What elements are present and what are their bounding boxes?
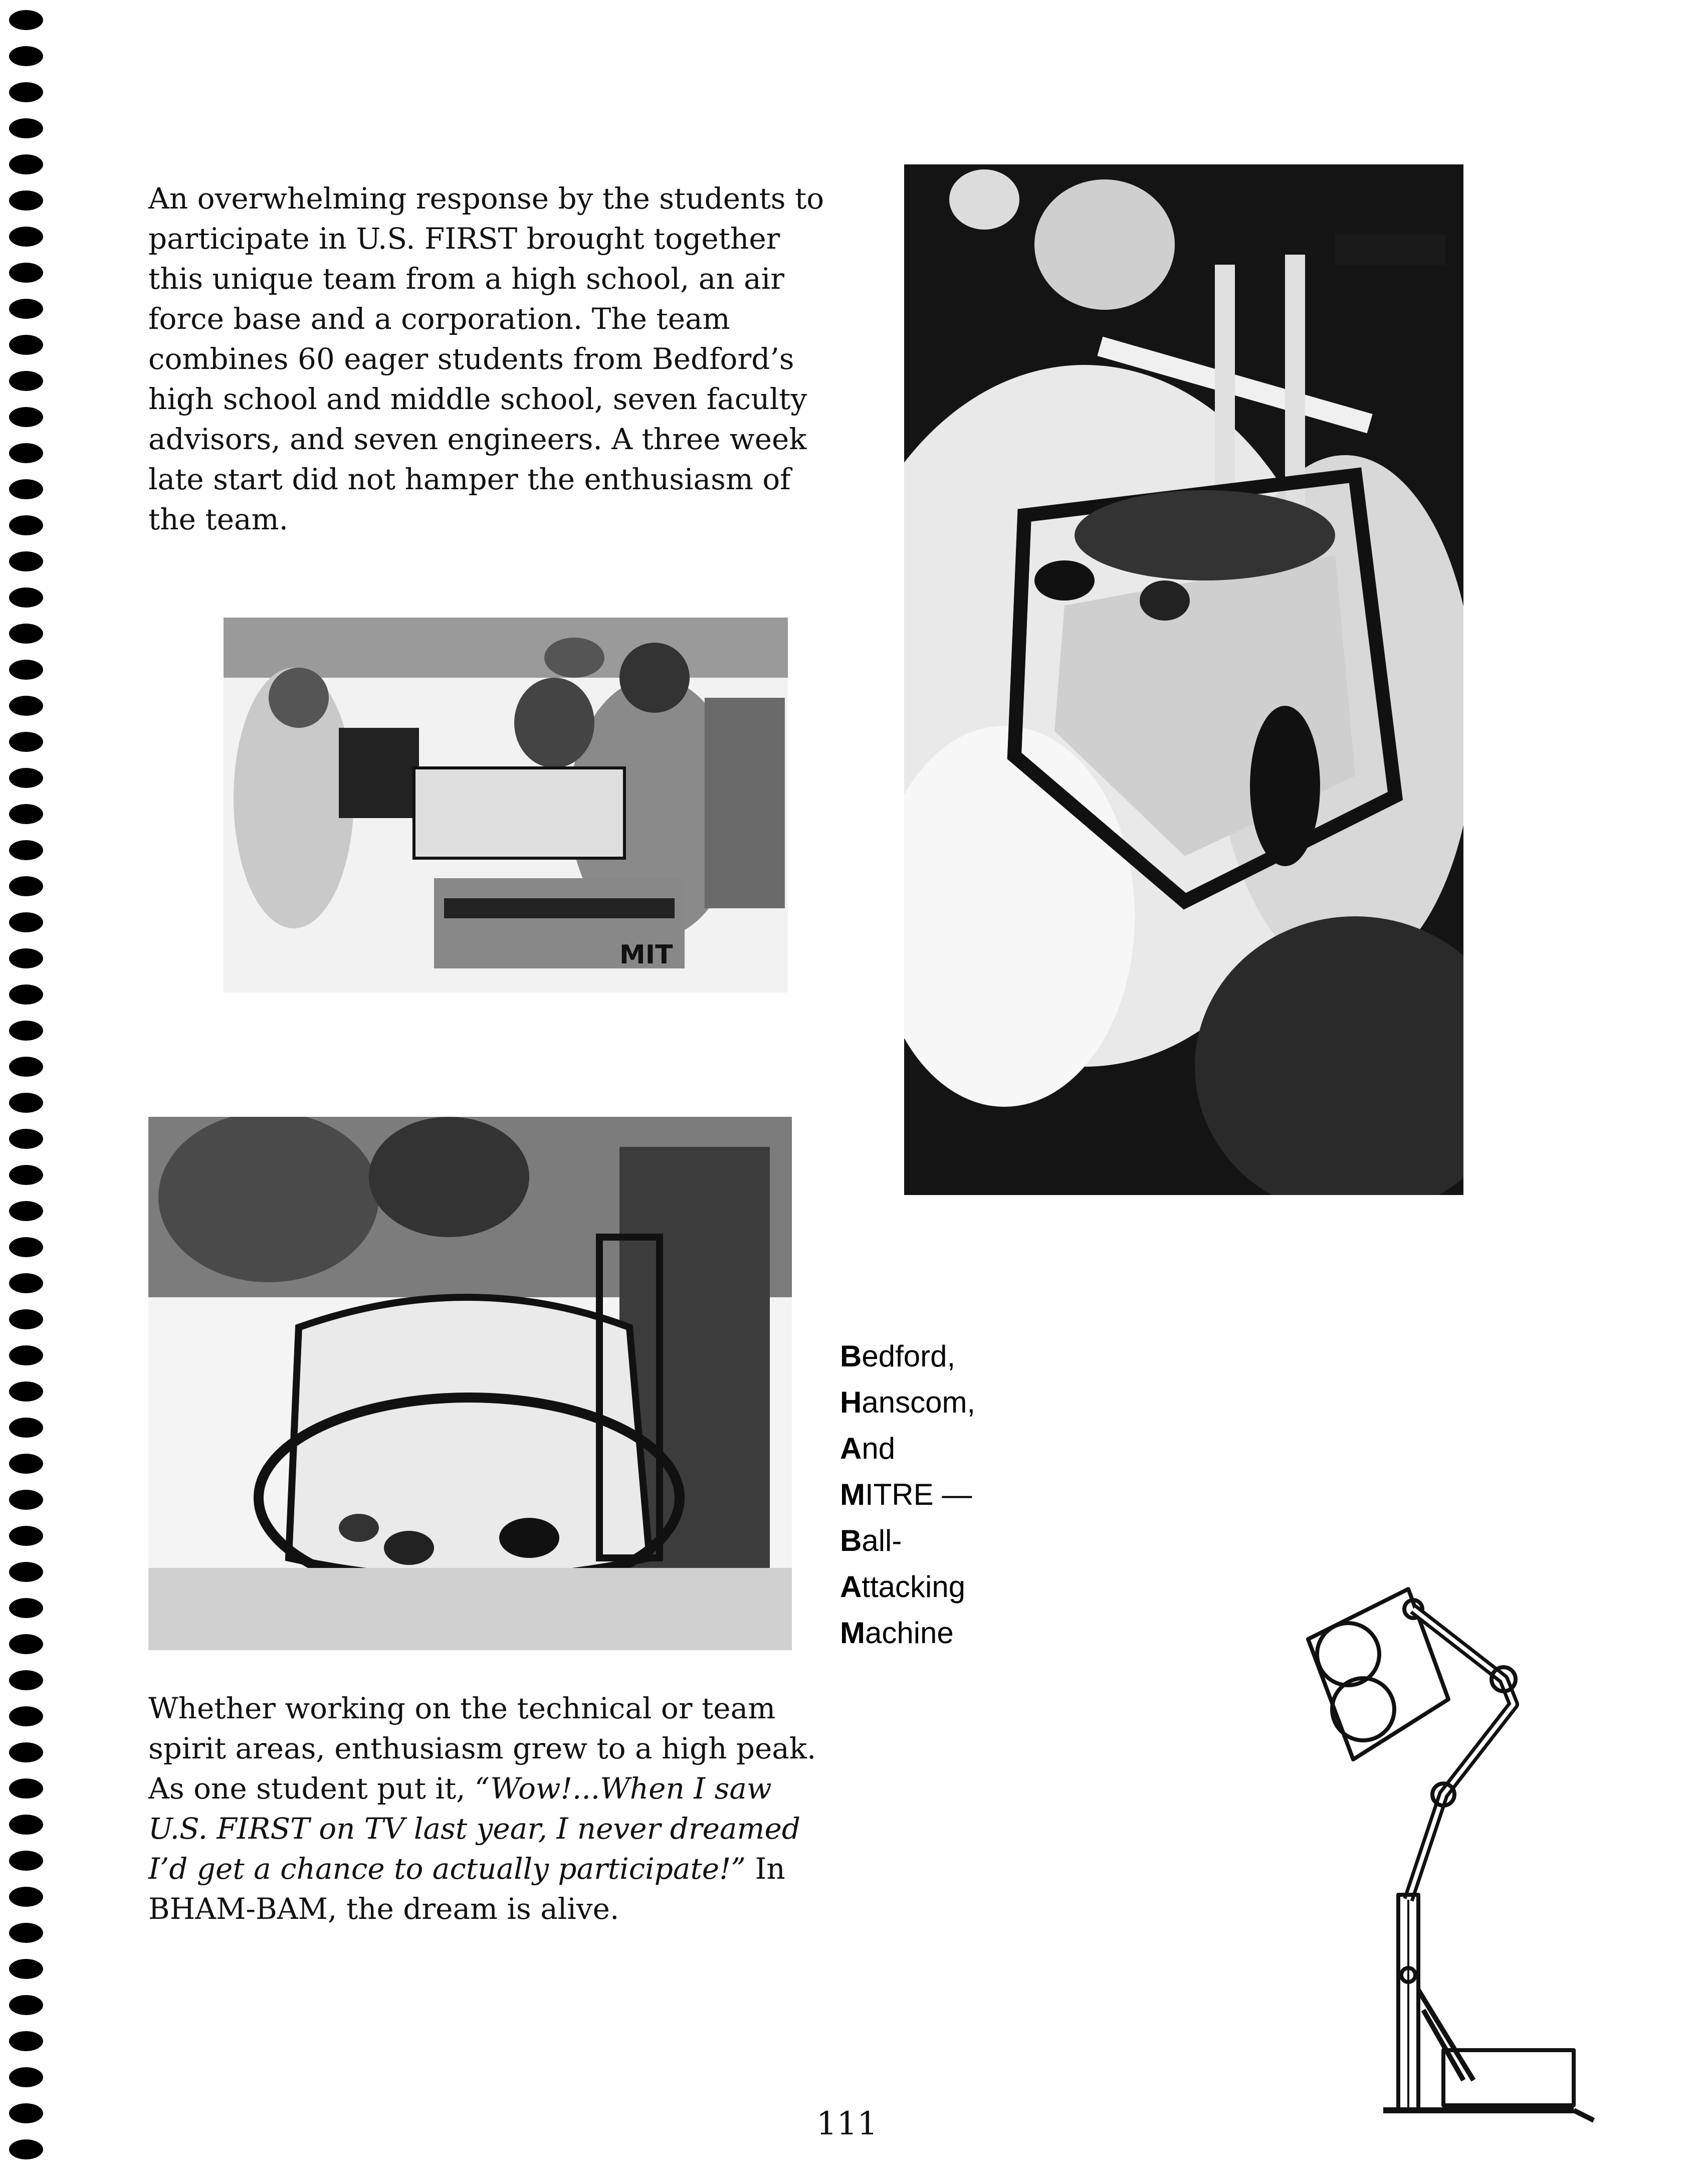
team-name-initial: M: [840, 1616, 865, 1650]
binding-hole: [9, 1345, 43, 1365]
binding-hole: [9, 1598, 43, 1618]
team-name-line: [840, 1333, 1050, 1379]
binding-hole: [9, 2067, 43, 2087]
binding-hole: [9, 479, 43, 499]
robot-label-text: MIT: [619, 940, 673, 970]
page-number: 111: [816, 2105, 878, 2142]
binding-hole: [9, 551, 43, 571]
binding-hole: [9, 1490, 43, 1510]
team-name-initial: M: [840, 1478, 865, 1511]
binding-hole: [9, 1923, 43, 1943]
intro-paragraph: An overwhelming response by the students to participate in U.S. FIRST brought together this unique team from a high school, an air force base and a corporation. The team combines 60 eager students from Bedford’s high school and middle school, seven faculty advisors, and seven engineers. A three week late start did not hamper the enthusiasm of the team.: [148, 181, 824, 536]
team-name-rest: all-: [862, 1524, 902, 1557]
binding-hole: [9, 1851, 43, 1871]
binding-hole: [9, 1562, 43, 1582]
binding-hole: [9, 1165, 43, 1185]
binding-hole: [9, 1526, 43, 1546]
team-name-rest: ITRE —: [865, 1478, 972, 1511]
binding-hole: [9, 912, 43, 932]
team-name-line: [840, 1379, 1050, 1426]
robot-label: [619, 940, 673, 970]
binding-hole: [9, 1201, 43, 1221]
team-name-rest: nd: [862, 1432, 896, 1465]
binding-hole: [9, 2139, 43, 2159]
team-name-line: [840, 1610, 1050, 1656]
binding-hole: [9, 1706, 43, 1726]
team-name-rest: anscom,: [862, 1385, 976, 1419]
binding-hole: [9, 1887, 43, 1907]
binding-hole: [9, 1273, 43, 1293]
binding-hole: [9, 118, 43, 138]
binding-hole: [9, 10, 43, 30]
binding-hole: [9, 2031, 43, 2051]
binding-hole: [9, 371, 43, 391]
binding-hole: [9, 1454, 43, 1474]
binding-hole: [9, 1959, 43, 1979]
binding-hole: [9, 46, 43, 66]
spiral-binding: [9, 10, 54, 2175]
binding-hole: [9, 1309, 43, 1329]
binding-hole: [9, 1237, 43, 1257]
binding-hole: [9, 227, 43, 247]
binding-hole: [9, 1418, 43, 1438]
binding-hole: [9, 443, 43, 463]
binding-hole: [9, 984, 43, 1005]
binding-hole: [9, 948, 43, 968]
binding-hole: [9, 1634, 43, 1654]
team-name-initial: B: [840, 1524, 862, 1557]
binding-hole: [9, 1093, 43, 1113]
binding-hole: [9, 660, 43, 680]
binding-hole: [9, 768, 43, 788]
closing-text-start: Whether working on the technical or team spirit areas, enthusiasm grew to a high peak. As one student put it,: [148, 1691, 816, 1806]
binding-hole: [9, 1057, 43, 1077]
team-name-heading: [840, 1333, 1050, 1656]
team-name-initial: A: [840, 1570, 862, 1604]
binding-hole: [9, 515, 43, 535]
binding-hole: [9, 624, 43, 644]
team-name-line: [840, 1426, 1050, 1472]
binding-hole: [9, 407, 43, 427]
binding-hole: [9, 1129, 43, 1149]
binding-hole: [9, 263, 43, 283]
binding-hole: [9, 1815, 43, 1835]
team-name-line: [840, 1564, 1050, 1610]
photo-students-at-workbench: [224, 618, 788, 992]
binding-hole: [9, 1021, 43, 1041]
team-name-initial: A: [840, 1432, 862, 1465]
photo-team-with-robot: [904, 164, 1463, 1195]
team-name-rest: edford,: [862, 1339, 956, 1373]
binding-hole: [9, 696, 43, 716]
binding-hole: [9, 804, 43, 824]
binding-hole: [9, 1670, 43, 1690]
binding-hole: [9, 335, 43, 355]
team-name-line: [840, 1472, 1050, 1518]
closing-text-end: In BHAM-BAM, the dream is alive.: [148, 1852, 785, 1926]
binding-hole: [9, 2103, 43, 2123]
binding-hole: [9, 1778, 43, 1799]
binding-hole: [9, 190, 43, 211]
closing-paragraph: [148, 1688, 830, 1929]
binding-hole: [9, 154, 43, 174]
team-name-rest: achine: [865, 1616, 954, 1650]
binding-hole: [9, 1381, 43, 1402]
binding-hole: [9, 82, 43, 102]
binding-hole: [9, 1742, 43, 1762]
binding-hole: [9, 1995, 43, 2015]
team-name-line: [840, 1518, 1050, 1564]
binding-hole: [9, 876, 43, 896]
binding-hole: [9, 732, 43, 752]
robot-line-drawing: [1293, 1579, 1604, 2130]
team-name-rest: ttacking: [862, 1570, 966, 1604]
binding-hole: [9, 587, 43, 608]
team-name-initial: B: [840, 1339, 862, 1373]
team-name-initial: H: [840, 1385, 862, 1419]
binding-hole: [9, 299, 43, 319]
binding-hole: [9, 840, 43, 860]
photo-robot-closeup: [148, 1117, 792, 1650]
student-quote: “Wow!...When I saw U.S. FIRST on TV last year, I never dreamed I’d get a chance to actually participate!”: [148, 1771, 800, 1886]
